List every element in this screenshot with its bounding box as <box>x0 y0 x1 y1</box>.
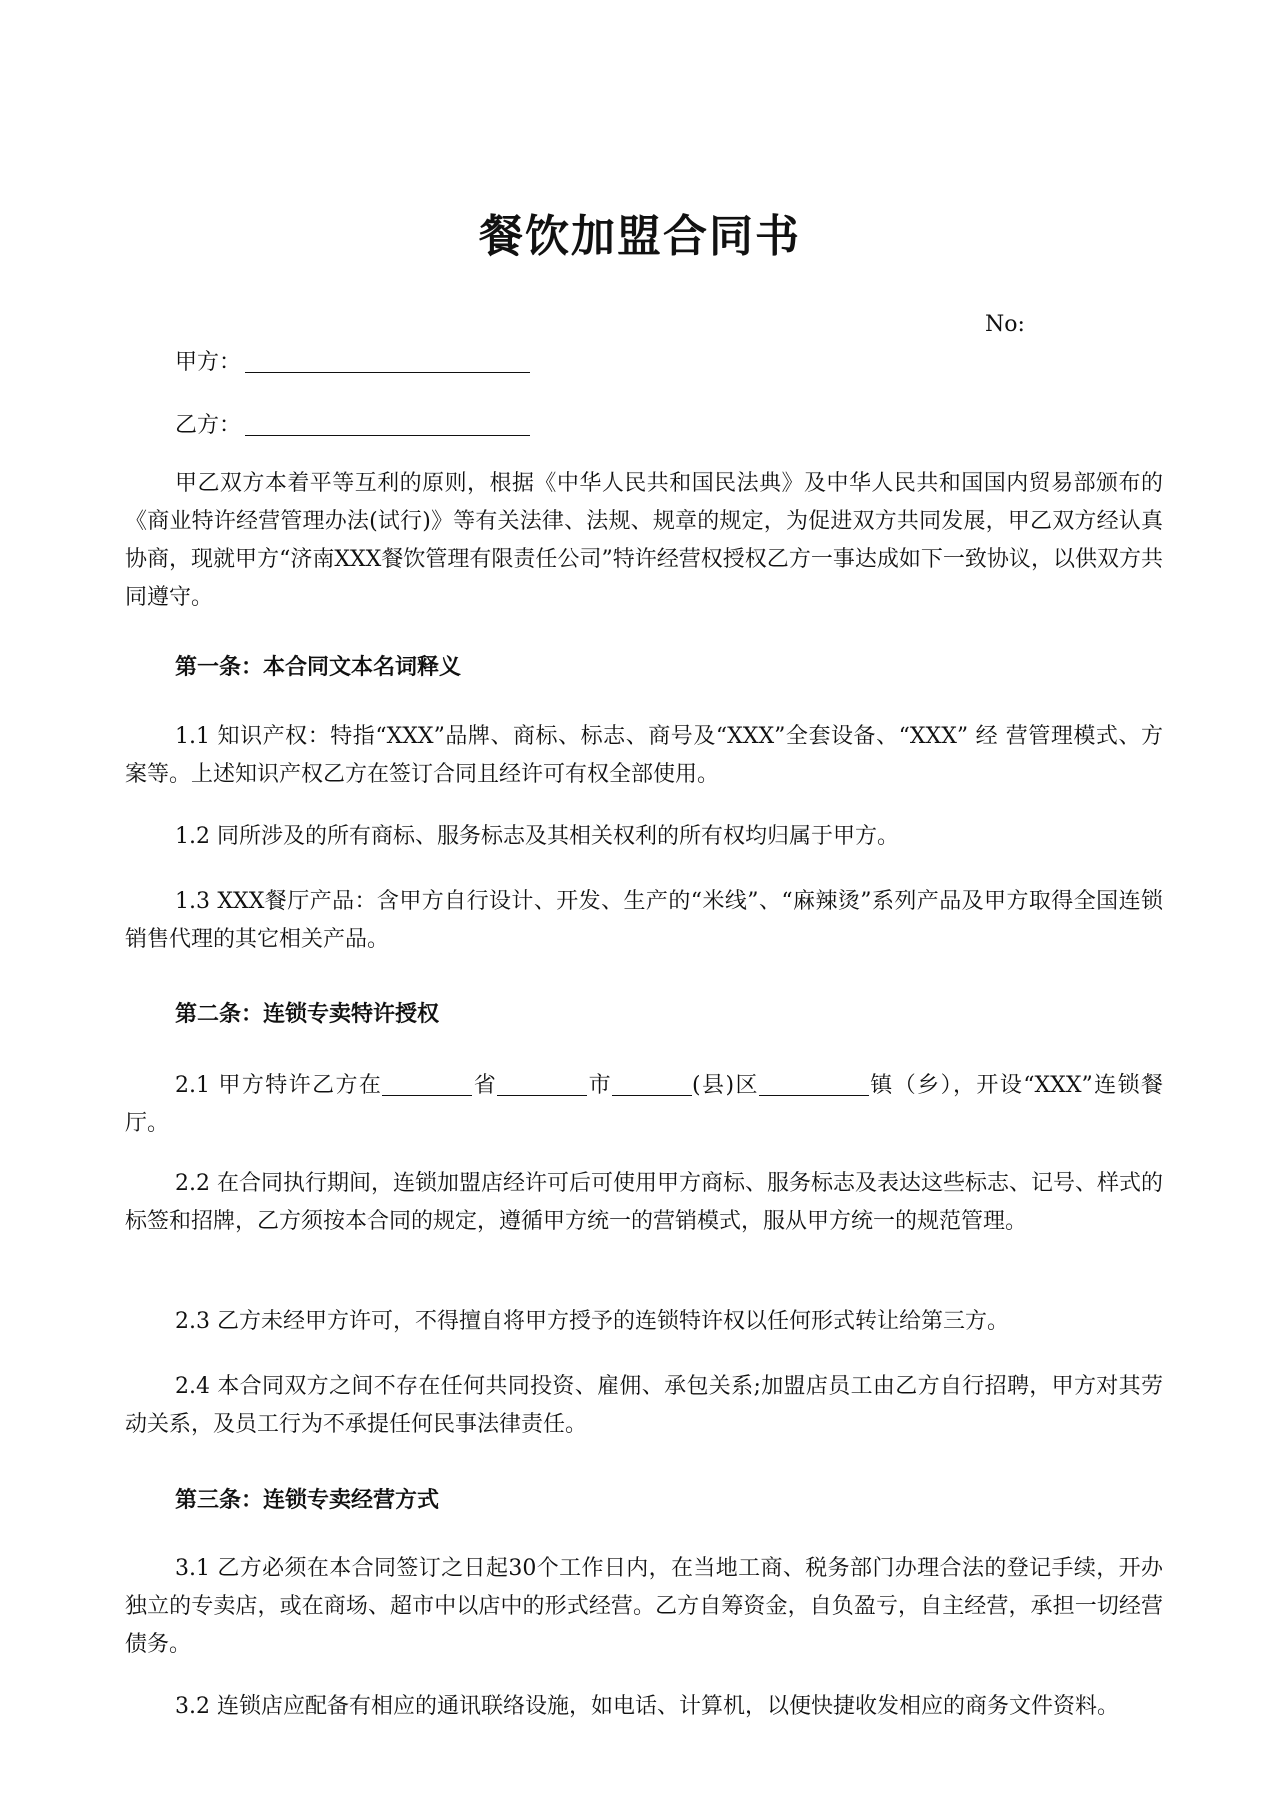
article-3-heading: 第三条：连锁专卖经营方式 <box>175 1488 440 1513</box>
contract-number-label: No: <box>985 312 1025 337</box>
town-blank <box>759 1073 869 1096</box>
party-b-blank <box>245 409 530 436</box>
county-label: (县)区 <box>692 1073 759 1098</box>
party-a-blank <box>245 346 530 373</box>
province-label: 省 <box>472 1073 498 1098</box>
party-a-label: 甲方： <box>175 350 242 375</box>
article-1-heading: 第一条：本合同文本名词释义 <box>175 655 462 680</box>
clause-1-1: 1.1 知识产权：特指“XXX”品牌、商标、标志、商号及“XXX”全套设备、“XXX” 经 营管理模式、方案等。上述知识产权乙方在签订合同且经许可有权全部使用。 <box>125 724 1163 787</box>
party-b-line <box>175 408 530 439</box>
party-a-line <box>175 345 530 376</box>
county-blank <box>612 1073 692 1096</box>
clause-2-3: 2.3 乙方未经甲方许可，不得擅自将甲方授予的连锁特许权以任何形式转让给第三方。 <box>175 1309 1009 1334</box>
article-2-heading: 第二条：连锁专卖特许授权 <box>175 1002 440 1027</box>
province-blank <box>382 1073 472 1096</box>
clause-2-2: 2.2 在合同执行期间，连锁加盟店经许可后可使用甲方商标、服务标志及表达这些标志、记号、样式的标签和招牌，乙方须按本合同的规定，遵循甲方统一的营销模式，服从甲方统一的规范管理。 <box>125 1171 1163 1234</box>
clause-3-2: 3.2 连锁店应配备有相应的通讯联络设施，如电话、计算机，以便快捷收发相应的商务文件资料。 <box>175 1694 1119 1719</box>
party-b-label: 乙方： <box>175 413 242 438</box>
clause-3-1: 3.1 乙方必须在本合同签订之日起30个工作日内，在当地工商、税务部门办理合法的登记手续，开办独立的专卖店，或在商场、超市中以店中的形式经营。乙方自筹资金，自负盈亏，自主经营，承担一切经营债务。 <box>125 1556 1163 1657</box>
city-label: 市 <box>587 1073 613 1098</box>
clause-2-1 <box>125 1067 1163 1143</box>
document-title: 餐饮加盟合同书 <box>479 211 801 262</box>
clause-1-2: 1.2 同所涉及的所有商标、服务标志及其相关权利的所有权均归属于甲方。 <box>175 824 899 849</box>
clause-1-3: 1.3 XXX餐厅产品：含甲方自行设计、开发、生产的“米线”、“麻辣烫”系列产品及甲方取得全国连锁销售代理的其它相关产品。 <box>125 889 1163 952</box>
town-label: 镇（乡），开设“XXX”连锁餐厅。 <box>125 1073 1163 1136</box>
clause-2-4: 2.4 本合同双方之间不存在任何共同投资、雇佣、承包关系;加盟店员工由乙方自行招聘，甲方对其劳动关系，及员工行为不承提任何民事法律责任。 <box>125 1374 1163 1437</box>
city-blank <box>497 1073 587 1096</box>
intro-paragraph: 甲乙双方本着平等互利的原则，根据《中华人民共和国民法典》及中华人民共和国国内贸易部颁布的《商业特许经营管理办法(试行)》等有关法律、法规、规章的规定，为促进双方共同发展，甲乙双方经认真协商，现就甲方“济南XXX餐饮管理有限责任公司”特许经营权授权乙方一事达成如下一致协议，以供双方共同遵守。 <box>125 471 1163 610</box>
clause-2-1-prefix: 2.1 甲方特许乙方在 <box>175 1073 383 1098</box>
